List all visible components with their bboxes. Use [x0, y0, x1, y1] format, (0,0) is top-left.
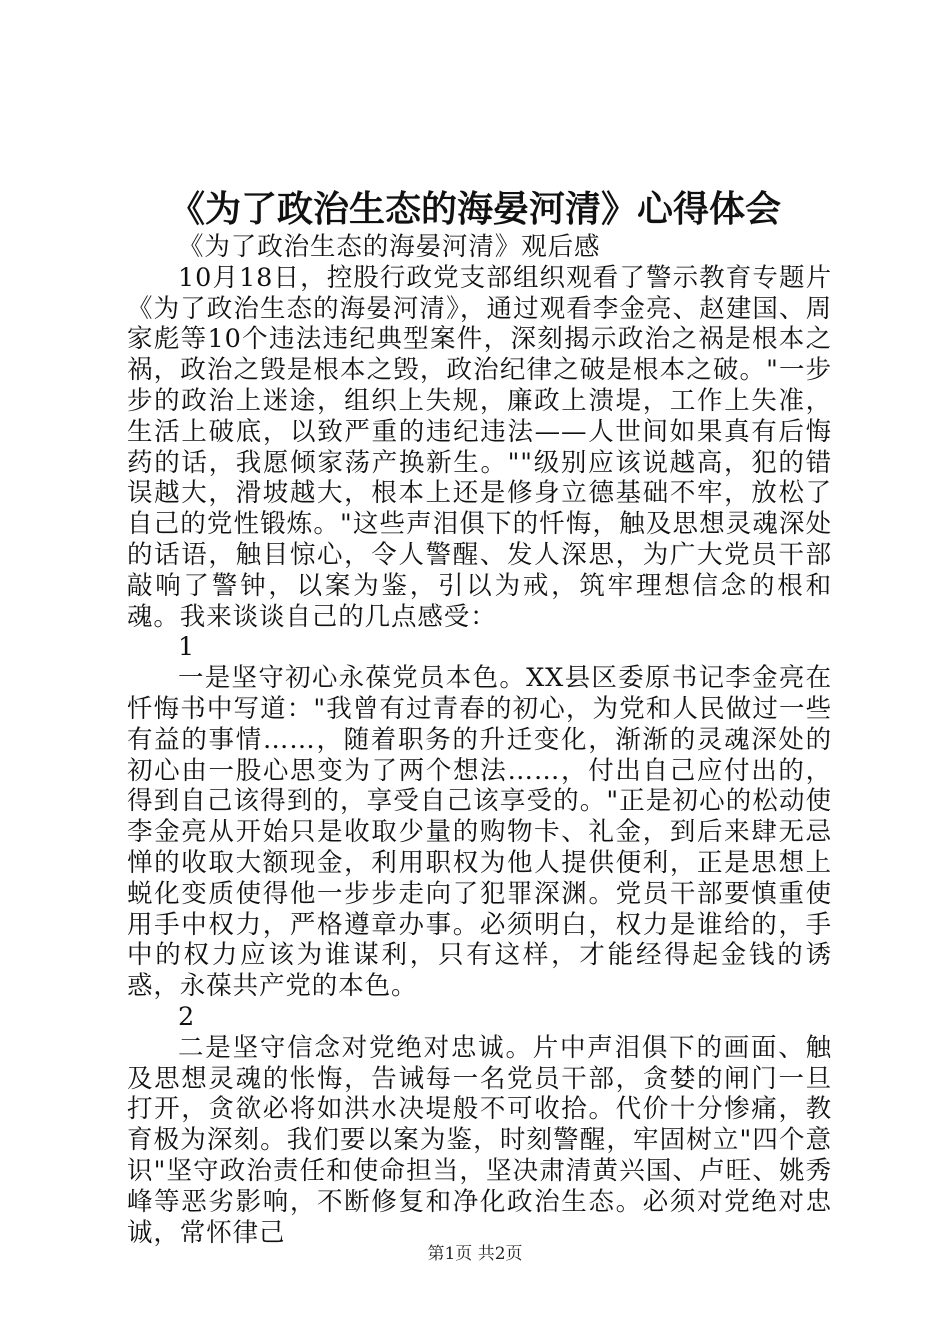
subtitle-paragraph: 《为了政治生态的海晏河清》观后感: [178, 232, 601, 262]
section-number-1: 1: [178, 632, 196, 663]
page-footer: 第1页 共2页: [427, 1244, 523, 1264]
section-paragraph-1: 一是坚守初心永葆党员本色。XX县区委原书记李金亮在忏悔书中写道："我曾有过青春的初心，为党和人民做过一些有益的事情……，随着职务的升迁变化，渐渐的灵魂深处的初心由一股心思变为了两个想法……，付出自己应付出的，得到自己该得到的，享受自己该享受的。"正是初心的松动使李金亮从开始只是收取少量的购物卡、礼金，到后来肆无忌惮的收取大额现金，利用职权为他人提供便利，正是思想上蜕化变质使得他一步步走向了犯罪深渊。党员干部要慎重使用手中权力，严格遵章办事。必须明白，权力是谁给的，手中的权力应该为谁谋利，只有这样，才能经得起金钱的诱惑，永葆共产党的本色。: [127, 663, 832, 1002]
intro-paragraph: 10月18日，控股行政党支部组织观看了警示教育专题片《为了政治生态的海晏河清》，通过观看李金亮、赵建国、周家彪等10个违法违纪典型案件，深刻揭示政治之祸是根本之祸，政治之毁是根本之毁，政治纪律之破是根本之破。"一步步的政治上迷途，组织上失规，廉政上溃堤，工作上失准，生活上破底，以致严重的违纪违法——人世间如果真有后悔药的话，我愿倾家荡产换新生。""级别应该说越高，犯的错误越大，滑坡越大，根本上还是修身立德基础不牢，放松了自己的党性锻炼。"这些声泪俱下的忏悔，触及思想灵魂深处的话语，触目惊心，令人警醒、发人深思，为广大党员干部敲响了警钟，以案为鉴，引以为戒，筑牢理想信念的根和魂。我来谈谈自己的几点感受：: [127, 262, 832, 632]
section-number-2: 2: [178, 1001, 196, 1032]
document-body: [127, 232, 832, 1248]
section-paragraph-2: 二是坚守信念对党绝对忠诚。片中声泪俱下的画面、触及思想灵魂的怅悔，告诫每一名党员干部，贪婪的闸门一旦打开，贪欲必将如洪水决堤般不可收拾。代价十分惨痛，教育极为深刻。我们要以案为鉴，时刻警醒，牢固树立"四个意识"坚守政治责任和使命担当，坚决肃清黄兴国、卢旺、姚秀峰等恶劣影响，不断修复和净化政治生态。必须对党绝对忠诚，常怀律己: [127, 1032, 832, 1248]
page-title: 《为了政治生态的海晏河清》心得体会: [168, 188, 781, 230]
